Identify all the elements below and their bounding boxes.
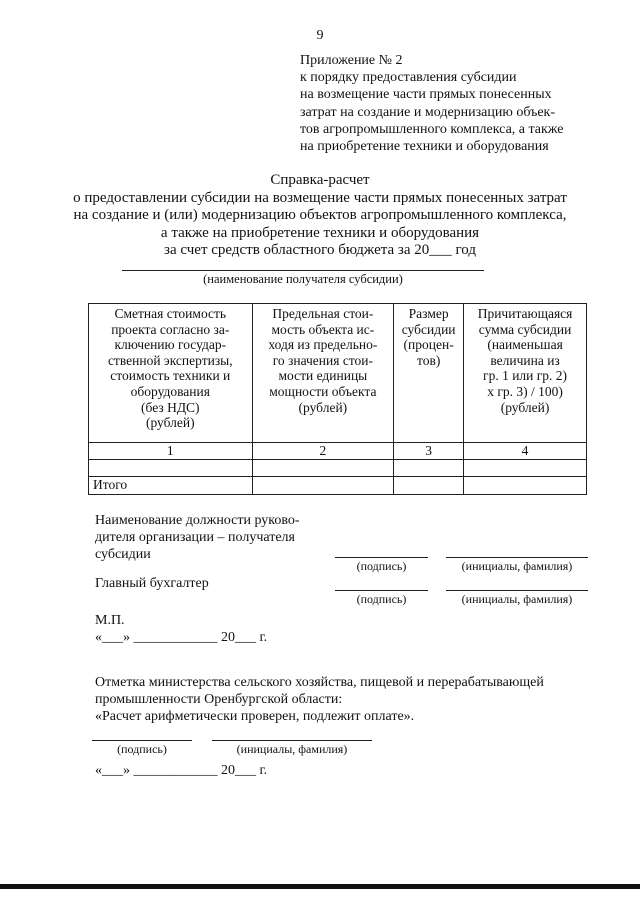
head-signature-line[interactable] [335, 557, 428, 558]
table-cell[interactable] [394, 460, 464, 477]
title-line: за счет средств областного бюджета за 20___ год [164, 242, 476, 258]
ministry-signature-line[interactable] [92, 740, 192, 741]
name-caption: (инициалы, фамилия) [236, 742, 348, 756]
name-caption: (инициалы, фамилия) [461, 592, 573, 606]
header-estimated-cost: Сметная стоимость проекта согласно за- ключению государ- ственной экспертизы, стоимость техники и оборудования (без НДС) (рублей) [89, 304, 253, 443]
head-position-label: Наименование должности руково- дителя организации – получателя субсидии [95, 513, 300, 562]
stamp-and-date [95, 612, 267, 646]
accountant-signature-line[interactable] [335, 590, 428, 591]
signature-caption: (подпись) [356, 559, 407, 573]
ministry-name-line[interactable] [212, 740, 372, 741]
appendix-line: на возмещение части прямых понесенных [300, 87, 552, 103]
header-subsidy-rate: Размер субсидии (процен- тов) [394, 304, 464, 443]
appendix-line: затрат на создание и модернизацию объек- [300, 104, 556, 120]
appendix-line: на приобретение техники и оборудования [300, 139, 549, 155]
table-cell[interactable] [464, 477, 587, 495]
table-cell[interactable] [252, 477, 394, 495]
appendix-line: к порядку предоставления субсидии [300, 70, 517, 86]
appendix-line: тов агропромышленного комплекса, а также [300, 121, 564, 137]
total-row [89, 477, 587, 495]
title-line: Справка-расчет [270, 172, 370, 188]
column-number: 2 [252, 443, 394, 460]
document-title [0, 172, 640, 260]
page-bottom-edge [0, 884, 640, 889]
calculation-table [88, 303, 587, 495]
chief-accountant-label: Главный бухгалтер [95, 576, 209, 591]
accountant-name-line[interactable] [446, 590, 588, 591]
table-cell[interactable] [464, 460, 587, 477]
head-name-line[interactable] [446, 557, 588, 558]
date-field[interactable]: «___» ____________ 20___ г. [95, 630, 268, 645]
name-caption: (инициалы, фамилия) [461, 559, 573, 573]
page-number: 9 [316, 28, 324, 43]
table-cell[interactable] [394, 477, 464, 495]
appendix-heading [300, 52, 600, 155]
header-subsidy-amount: Причитающаяся сумма субсидии (наименьшая величина из гр. 1 или гр. 2) x гр. 3) / 100) (рублей) [464, 304, 587, 443]
table-cell[interactable] [252, 460, 394, 477]
signature-caption: (подпись) [117, 742, 167, 756]
table-cell[interactable] [89, 460, 253, 477]
stamp-label: М.П. [95, 613, 125, 628]
column-number: 3 [394, 443, 464, 460]
column-number: 4 [464, 443, 587, 460]
title-line: а также на приобретение техники и оборудования [160, 224, 480, 241]
table-row [89, 460, 587, 477]
title-line: на создание и (или) модернизацию объектов агропромышленного комплекса, [73, 207, 567, 223]
column-numbers-row [89, 443, 587, 460]
recipient-caption: (наименование получателя субсидии) [203, 272, 403, 286]
date-field[interactable]: «___» ____________ 20___ г. [95, 763, 268, 778]
appendix-line: Приложение № 2 [300, 53, 403, 68]
total-label: Итого [89, 477, 253, 495]
table-header-row [89, 304, 587, 443]
header-limit-cost: Предельная стои- мость объекта ис- ходя из предельно- го значения стои- мости единицы мощности объекта (рублей) [252, 304, 394, 443]
column-number: 1 [89, 443, 253, 460]
ministry-mark: Отметка министерства сельского хозяйства, пищевой и перерабатывающей промышленности Оренбургской области: «Расчет арифметически проверен, подлежит оплате». [95, 675, 544, 724]
signature-caption: (подпись) [356, 592, 407, 606]
recipient-name-line[interactable] [122, 270, 484, 271]
title-line: о предоставлении субсидии на возмещение части прямых понесенных затрат [73, 189, 567, 206]
